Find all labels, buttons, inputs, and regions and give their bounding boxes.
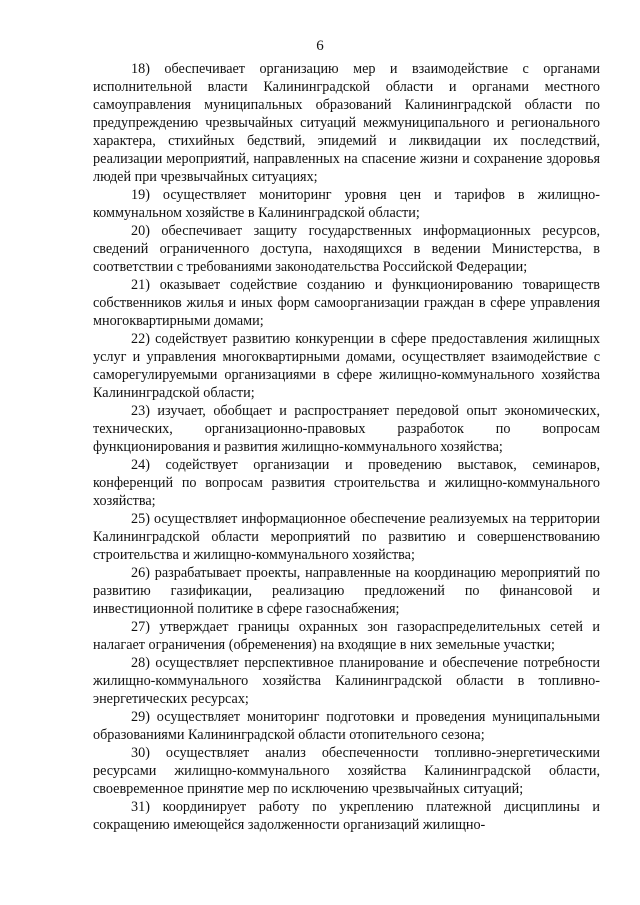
paragraph-19: 19) осуществляет мониторинг уровня цен и тарифов в жилищно-коммунальном хозяйстве в Калининградской области; (93, 187, 600, 221)
paragraph-21: 21) оказывает содействие созданию и функционированию товариществ собственников жилья и иных форм самоорганизации граждан в сфере управления многоквартирными домами; (93, 277, 600, 329)
document-body (93, 60, 600, 834)
paragraph-23: 23) изучает, обобщает и распространяет передовой опыт экономических, технических, организационно-правовых разработок по вопросам функционирования и развития жилищно-коммунального хозяйства; (93, 403, 600, 455)
paragraph-26: 26) разрабатывает проекты, направленные на координацию мероприятий по развитию газификации, реализацию предложений по финансовой и инвестиционной политике в сфере газоснабжения; (93, 565, 600, 617)
paragraph-18: 18) обеспечивает организацию мер и взаимодействие с органами исполнительной власти Калининградской области и органами местного самоуправления муниципальных образований Калининградской области по предупреждению чрезвычайных ситуаций межмуниципального и регионального характера, стихийных бедствий, эпидемий и ликвидации их последствий, реализации мероприятий, направленных на спасение жизни и сохранение здоровья людей при чрезвычайных ситуациях; (93, 61, 600, 185)
paragraph-24: 24) содействует организации и проведению выставок, семинаров, конференций по вопросам развития строительства и жилищно-коммунального хозяйства; (93, 457, 600, 509)
paragraph-22: 22) содействует развитию конкуренции в сфере предоставления жилищных услуг и управления многоквартирными домами, осуществляет взаимодействие с саморегулируемыми организациями в сфере жилищно-коммунального хозяйства Калининградской области; (93, 331, 600, 401)
paragraph-28: 28) осуществляет перспективное планирование и обеспечение потребности жилищно-коммунального хозяйства Калининградской области в топливно-энергетических ресурсах; (93, 655, 600, 707)
paragraph-30: 30) осуществляет анализ обеспеченности топливно-энергетическими ресурсами жилищно-коммунального хозяйства Калининградской области, своевременное принятие мер по исключению чрезвычайных ситуаций; (93, 745, 600, 797)
paragraph-25: 25) осуществляет информационное обеспечение реализуемых на территории Калининградской области мероприятий по развитию и совершенствованию строительства и жилищно-коммунального хозяйства; (93, 511, 600, 563)
paragraph-20: 20) обеспечивает защиту государственных информационных ресурсов, сведений ограниченного доступа, находящихся в ведении Министерства, в соответствии с требованиями законодательства Российской Федерации; (93, 223, 600, 275)
paragraph-29: 29) осуществляет мониторинг подготовки и проведения муниципальными образованиями Калининградской области отопительного сезона; (93, 709, 600, 743)
paragraph-31: 31) координирует работу по укреплению платежной дисциплины и сокращению имеющейся задолженности организаций жилищно- (93, 799, 600, 833)
page-number: 6 (316, 38, 324, 54)
paragraph-27: 27) утверждает границы охранных зон газораспределительных сетей и налагает ограничения (обременения) на входящие в них земельные участки; (93, 619, 600, 653)
